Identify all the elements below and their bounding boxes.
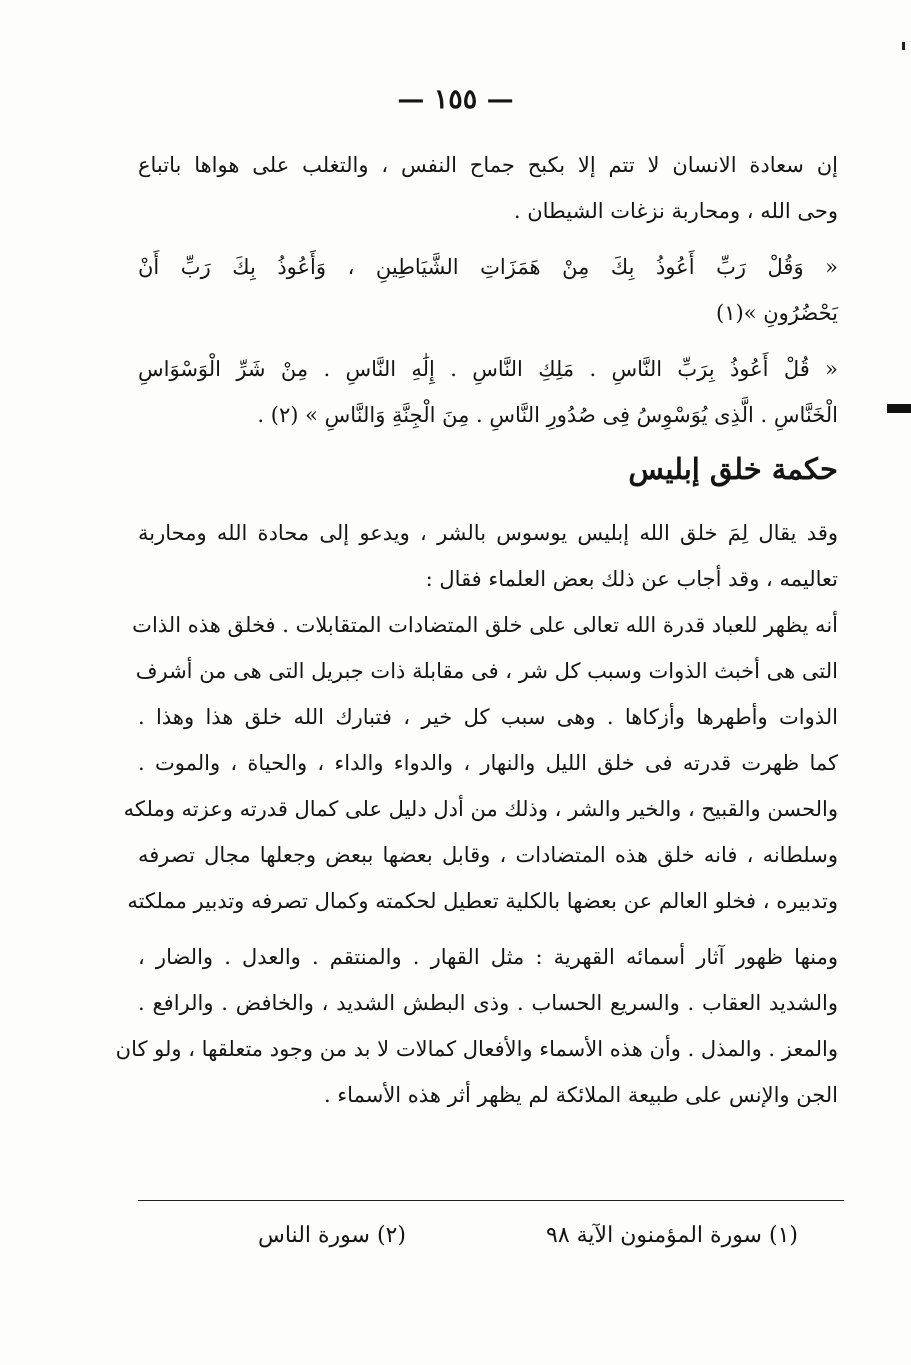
- section-heading: حكمة خلق إبليس: [628, 452, 838, 486]
- quran-verse-1: [138, 244, 838, 336]
- page-number: — ١٥٥ —: [397, 84, 514, 115]
- footnote-2: (٢) سورة الناس: [258, 1223, 406, 1248]
- text-line: والشديد العقاب . والسريع الحساب . وذى البطش الشديد ، والخافض . والرافع .: [138, 991, 838, 1015]
- text-line: الجن والإنس على طبيعة الملائكة لم يظهر أثر هذه الأسماء .: [323, 1083, 838, 1107]
- text-line: إن سعادة الانسان لا تتم إلا بكبح جماح النفس ، والتغلب على هواها باتباع: [138, 153, 838, 177]
- paragraph-question: [138, 510, 838, 602]
- text-line: والمعز . والمذل . وأن هذه الأسماء والأفعال كمالات لا بد من وجود متعلقها ، ولو كان: [115, 1037, 838, 1061]
- text-line: وقد يقال لِمَ خلق الله إبليس يوسوس بالشر ، ويدعو إلى محادة الله ومحاربة: [138, 521, 838, 545]
- paragraph-answer: [123, 602, 838, 924]
- footnote-1: (١) سورة المؤمنون الآية ٩٨: [546, 1223, 798, 1248]
- text-line: الْخَنَّاسِ . الَّذِى يُوَسْوِسُ فِى صُدُورِ النَّاسِ . مِنَ الْجِنَّةِ وَالنَّاسِ » (٢) .: [257, 403, 838, 427]
- text-line: وتدبيره ، فخلو العالم عن بعضها بالكلية تعطيل لحكمته وكمال تصرفه وتدبير مملكته: [127, 889, 838, 913]
- text-line: أنه يظهر للعباد قدرة الله تعالى على خلق المتضادات المتقابلات . فخلق هذه الذات: [132, 613, 838, 637]
- text-line: التى هى أخبث الذوات وسبب كل شر ، فى مقابلة ذات جبريل التى هى من أشرف: [135, 659, 838, 683]
- quran-verse-2: [138, 346, 838, 438]
- paragraph-names: [115, 934, 838, 1118]
- paragraph-intro: [138, 142, 838, 234]
- text-line: « قُلْ أَعُوذُ بِرَبِّ النَّاسِ . مَلِكِ النَّاسِ . إِلَٰهِ النَّاسِ . مِنْ شَرِّ الْوَسْوَاسِ: [138, 357, 838, 381]
- footnotes: [258, 1214, 798, 1258]
- margin-mark: [902, 42, 905, 50]
- edge-mark: [887, 404, 911, 413]
- text-line: تعاليمه ، وقد أجاب عن ذلك بعض العلماء فقال :: [425, 567, 838, 591]
- text-line: كما ظهرت قدرته فى خلق الليل والنهار ، والدواء والداء ، والحياة ، والموت .: [138, 751, 838, 775]
- text-line: الذوات وأطهرها وأزكاها . وهى سبب كل خير ، فتبارك الله خلق هذا وهذا .: [138, 705, 838, 729]
- text-line: « وَقُلْ رَبِّ أَعُوذُ بِكَ مِنْ هَمَزَاتِ الشَّيَاطِينِ ، وَأَعُوذُ بِكَ رَبِّ أَنْ: [138, 255, 838, 279]
- text-line: وحى الله ، ومحاربة نزغات الشيطان .: [513, 199, 838, 223]
- main-text: [115, 142, 838, 1118]
- text-line: ومنها ظهور آثار أسمائه القهرية : مثل القهار . والمنتقم . والعدل . والضار ،: [138, 945, 838, 969]
- text-line: والحسن والقبيح ، والخير والشر ، وذلك من أدل دليل على كمال قدرته وعزته وملكه: [123, 797, 838, 821]
- text-line: يَحْضُرُونِ »(١): [716, 301, 838, 325]
- footnote-divider: [138, 1200, 844, 1201]
- text-line: وسلطانه ، فانه خلق هذه المتضادات ، وقابل بعضها ببعض وجعلها مجال تصرفه: [138, 843, 838, 867]
